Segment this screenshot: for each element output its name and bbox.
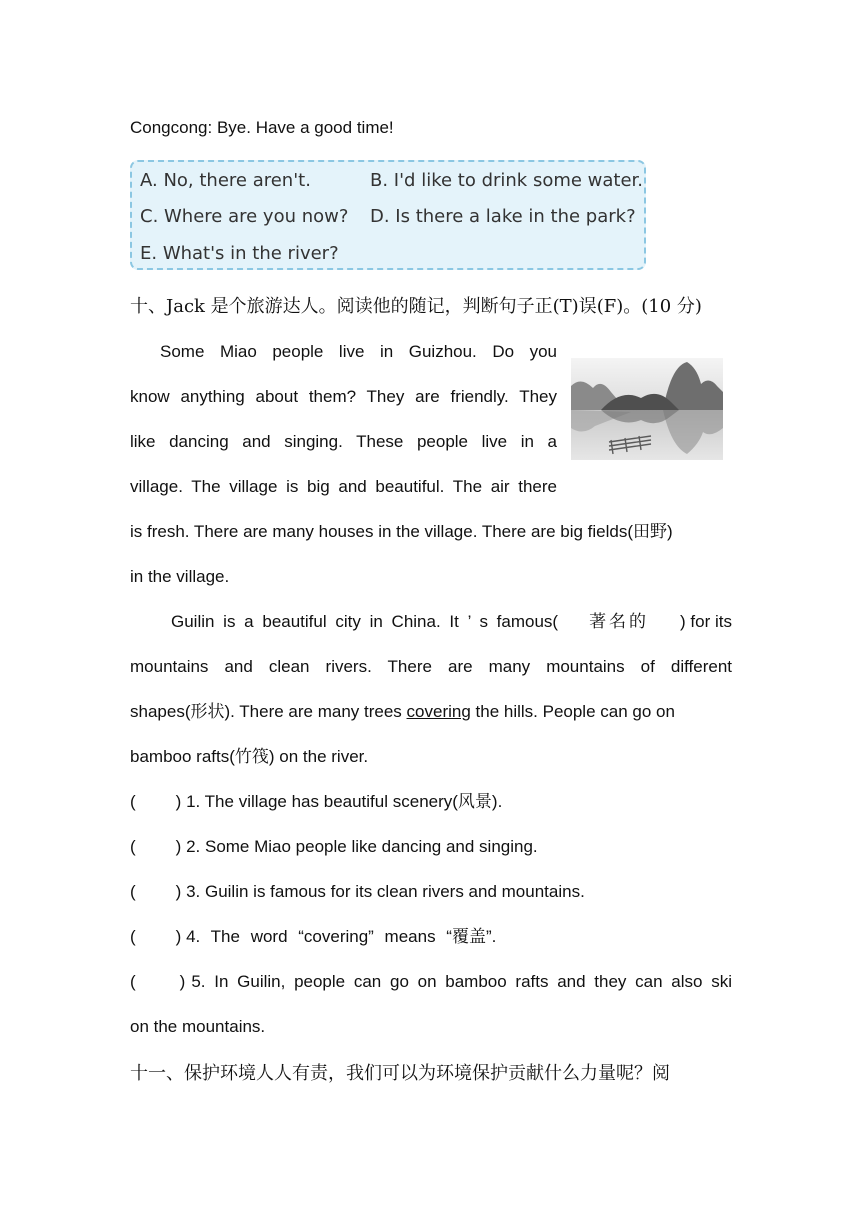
question-text: 1. The village has beautiful scenery( (186, 792, 458, 811)
passage-p2-line1 (171, 610, 732, 634)
question-text: 5. In Guilin, people can go on bamboo rafts and they can also ski (191, 972, 732, 991)
question-1 (130, 790, 732, 814)
dialogue-closing-line: Congcong: Bye. Have a good time! (130, 118, 394, 137)
cjk-gloss: 覆盖 (451, 927, 486, 947)
question-4 (130, 925, 732, 949)
option-b: B. I'd like to drink some water. (370, 170, 644, 191)
passage-text: bamboo rafts( (130, 747, 235, 766)
passage-text: Guilin is a beautiful city in China. It ’ s famous( (171, 612, 559, 631)
option-d: D. Is there a lake in the park? (370, 206, 636, 227)
passage-p2-line2: mountains and clean rivers. There are many mountains of different (130, 657, 732, 676)
paren-close: ) (175, 882, 182, 901)
cjk-gloss: 田野 (633, 522, 668, 542)
paren-open: ( (130, 792, 136, 811)
passage-p1-line4: village. The village is big and beautiful. The air there (130, 477, 557, 496)
passage-p1-line3: like dancing and singing. These people live in a (130, 432, 557, 451)
passage-p2-line4 (130, 745, 732, 769)
guilin-river-photo (571, 358, 723, 460)
passage-text: shapes( (130, 702, 191, 721)
question-text: 2. Some Miao people like dancing and singing. (186, 837, 538, 856)
paren-close: ) (175, 927, 182, 946)
passage-p1-line5 (130, 520, 732, 544)
question-2 (130, 835, 732, 859)
option-c: C. Where are you now? (140, 206, 349, 227)
cjk-gloss: 竹筏 (234, 747, 269, 767)
question-text: 3. Guilin is famous for its clean rivers and mountains. (186, 882, 585, 901)
passage-text: ). There are many trees (224, 702, 407, 721)
paren-open: ( (130, 882, 136, 901)
cjk-gloss: 风景 (457, 792, 492, 812)
question-text: ). (491, 792, 503, 811)
answer-blank-5[interactable] (136, 970, 180, 994)
passage-p1-line1: Some Miao people live in Guizhou. Do you (160, 342, 557, 361)
paren-open: ( (130, 972, 136, 991)
passage-text: ) (667, 522, 673, 541)
option-a: A. No, there aren't. (140, 170, 311, 191)
passage-text: ) for its (680, 612, 732, 631)
passage-p2-line3 (130, 700, 732, 724)
passage-text: ) on the river. (268, 747, 369, 766)
question-3 (130, 880, 732, 904)
section-11-heading: 十一、保护环境人人有责，我们可以为环境保护贡献什么力量呢？阅 (130, 1063, 670, 1084)
section-10-heading: 十、Jack 是个旅游达人。阅读他的随记，判断句子正(T)误(F)。(10 分) (130, 296, 702, 317)
cjk-gloss: 形状 (190, 702, 225, 722)
paren-open: ( (130, 837, 136, 856)
passage-p1-line6: in the village. (130, 567, 230, 586)
passage-p1-line2: know anything about them? They are friendly. They (130, 387, 557, 406)
passage-text: the hills. People can go on (470, 702, 675, 721)
paren-close: ) (175, 837, 182, 856)
question-5-line2: on the mountains. (130, 1017, 266, 1036)
question-5-line1 (130, 970, 732, 994)
question-text: 4. The word “covering” means “ (186, 927, 452, 946)
underlined-word-covering: covering (406, 702, 471, 721)
paren-close: ) (175, 792, 182, 811)
question-text: ”. (485, 927, 497, 946)
paren-close: ) (179, 972, 186, 991)
answer-options-box (130, 160, 646, 270)
passage-text: is fresh. There are many houses in the village. There are big fields( (130, 522, 634, 541)
option-e: E. What's in the river? (140, 243, 339, 264)
cjk-gloss: 著名的 (589, 612, 650, 632)
paren-open: ( (130, 927, 136, 946)
